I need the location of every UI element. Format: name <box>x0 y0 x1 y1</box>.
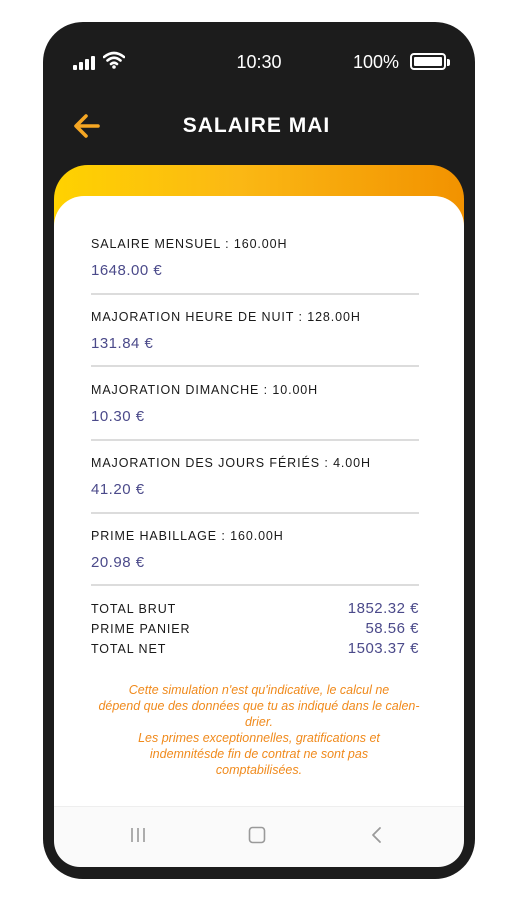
salary-item-label: MAJORATION DES JOURS FÉRIÉS : 4.00H <box>91 456 371 470</box>
salary-item <box>91 383 419 425</box>
salary-item-label: MAJORATION DIMANCHE : 10.00H <box>91 383 319 397</box>
divider <box>91 439 419 441</box>
disclaimer-line: Les primes exceptionnelles, gratifications et <box>138 731 380 745</box>
status-bar <box>43 50 475 76</box>
divider <box>91 293 419 295</box>
total-row <box>91 620 419 640</box>
system-navigation-bar <box>54 806 464 867</box>
salary-item <box>91 237 419 279</box>
salary-item <box>91 529 419 571</box>
total-value: 58.56 € <box>365 620 419 637</box>
total-label: TOTAL BRUT <box>91 602 177 616</box>
salary-item-label: MAJORATION HEURE DE NUIT : 128.00H <box>91 310 361 324</box>
battery-percentage: 100% <box>352 52 399 72</box>
disclaimer-line: Cette simulation n'est qu'indicative, le calcul ne <box>128 683 390 697</box>
total-value: 1503.37 € <box>347 640 419 657</box>
disclaimer-text <box>68 682 450 778</box>
chevron-left-icon[interactable] <box>367 825 387 845</box>
divider <box>91 365 419 367</box>
salary-item-value: 131.84 € <box>91 335 154 352</box>
total-label: PRIME PANIER <box>91 622 191 636</box>
divider <box>91 512 419 514</box>
status-time: 10:30 <box>236 52 282 72</box>
disclaimer-line: dépend que des données que tu as indiqué dans le calen- <box>98 699 420 713</box>
disclaimer-line: drier. <box>244 715 273 729</box>
salary-item-label: SALAIRE MENSUEL : 160.00H <box>91 237 288 251</box>
salary-item-value: 1648.00 € <box>91 262 163 279</box>
disclaimer-line: indemnitésde fin de contrat ne sont pas <box>149 747 369 761</box>
salary-item-label: PRIME HABILLAGE : 160.00H <box>91 529 284 543</box>
divider <box>91 584 419 586</box>
battery-icon <box>410 53 446 70</box>
total-row <box>91 600 419 620</box>
salary-item-value: 10.30 € <box>91 408 145 425</box>
disclaimer-line: comptabilisées. <box>215 763 303 777</box>
total-row <box>91 640 419 660</box>
salary-item <box>91 456 419 498</box>
salary-card <box>54 196 464 806</box>
page-title: SALAIRE MAI <box>182 114 331 137</box>
recent-apps-icon[interactable] <box>128 825 148 845</box>
home-icon[interactable] <box>247 825 267 845</box>
total-value: 1852.32 € <box>347 600 419 617</box>
salary-item-value: 41.20 € <box>91 481 145 498</box>
total-label: TOTAL NET <box>91 642 167 656</box>
salary-item <box>91 310 419 352</box>
salary-item-value: 20.98 € <box>91 554 145 571</box>
totals-section <box>91 600 419 660</box>
